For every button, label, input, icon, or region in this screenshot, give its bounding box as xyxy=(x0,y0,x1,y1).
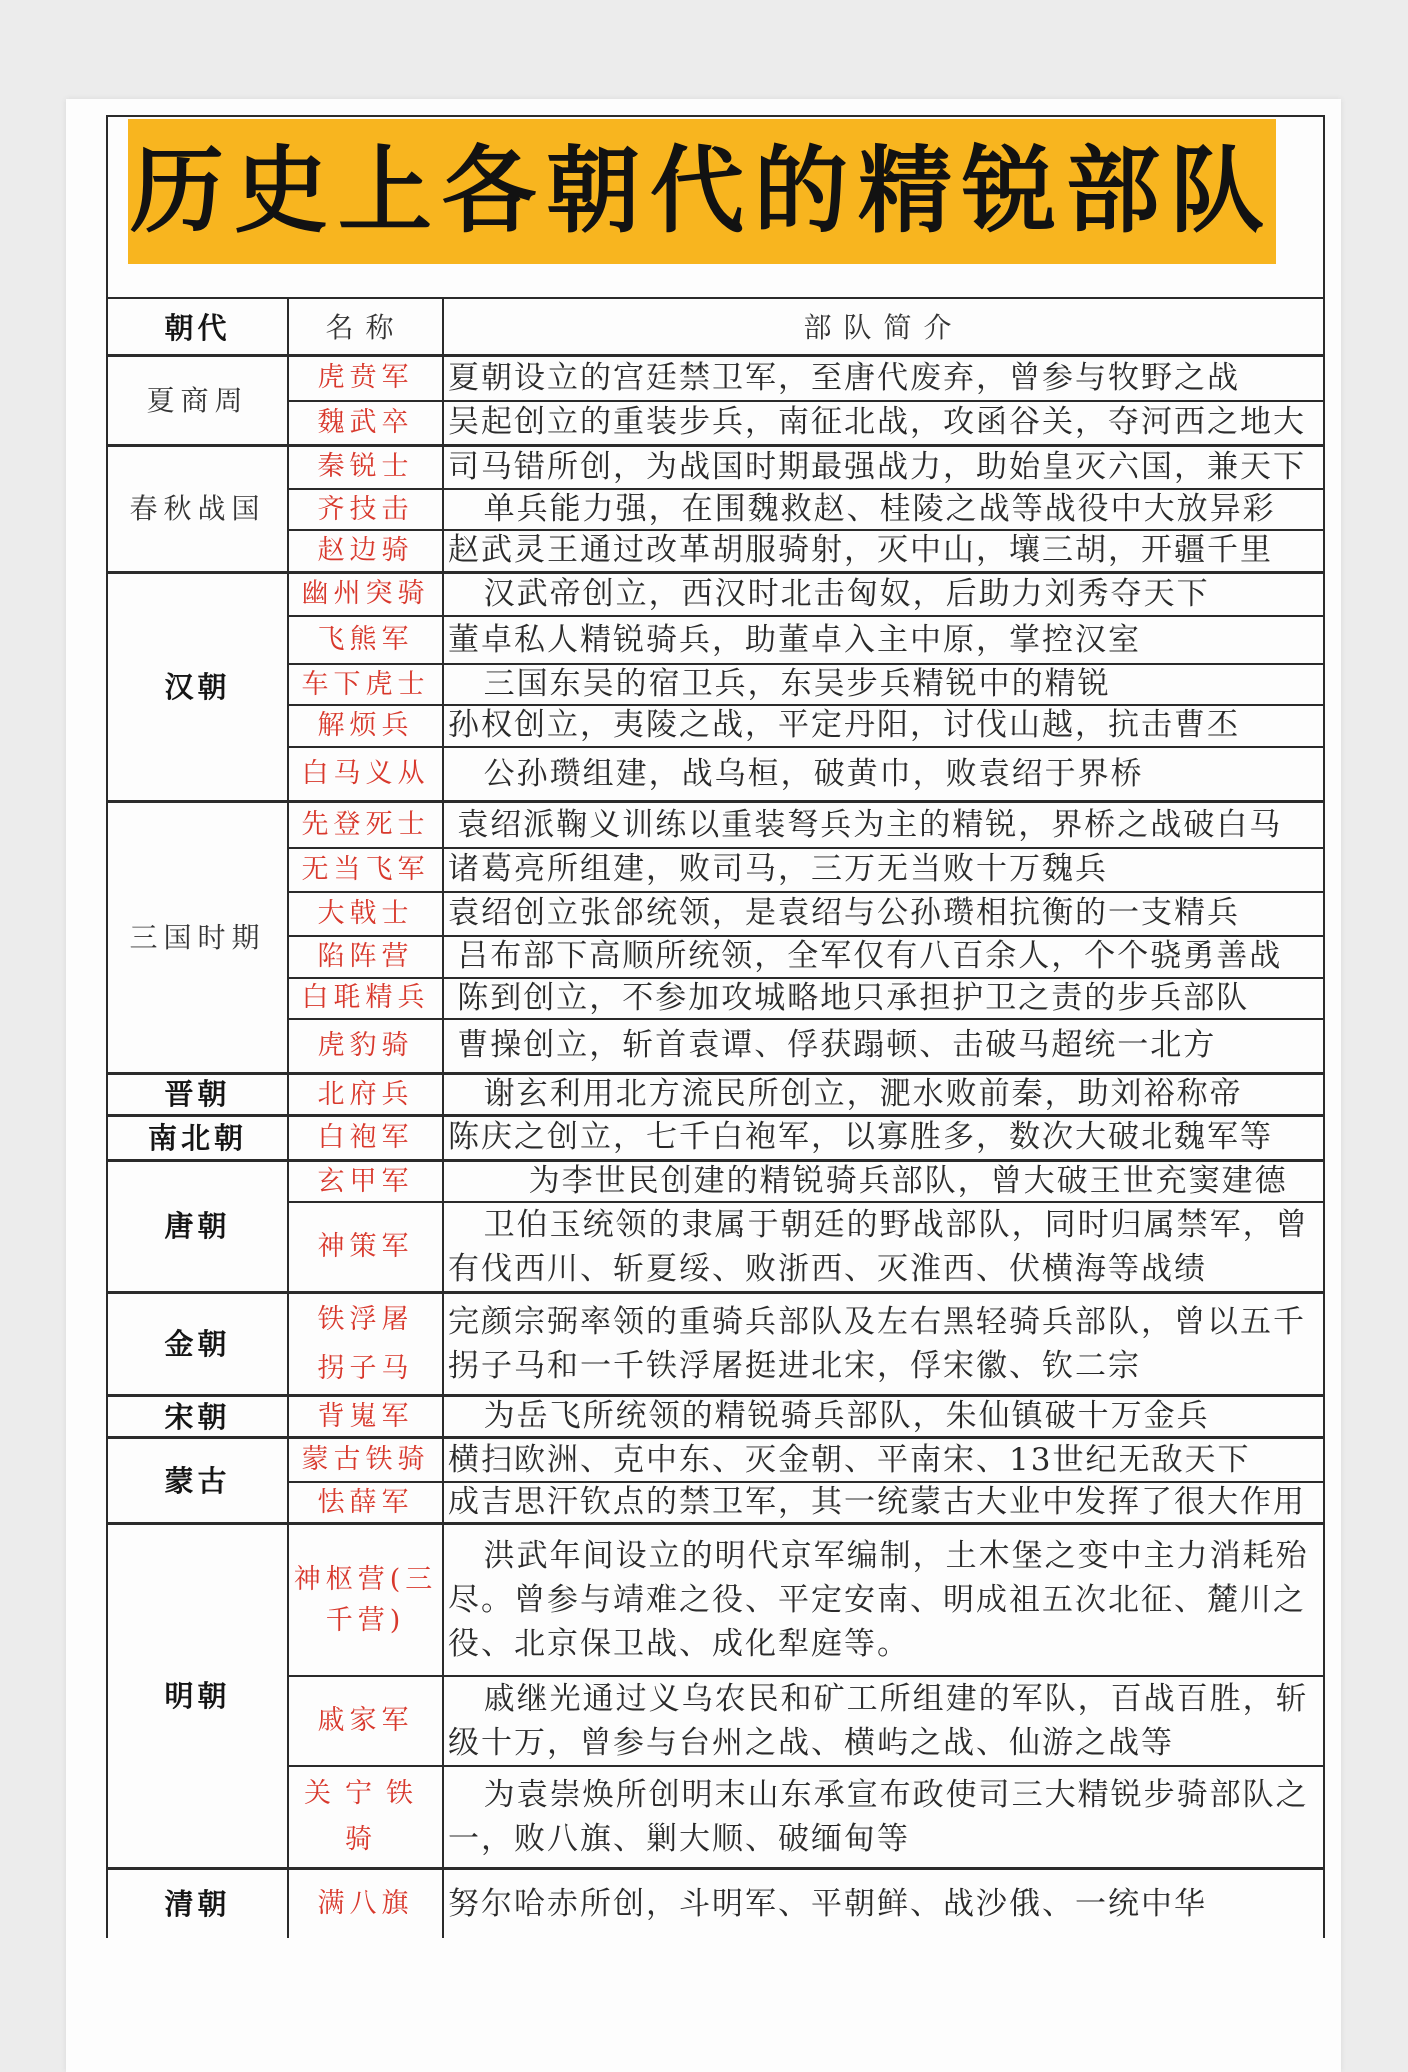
document-card xyxy=(66,99,1341,2072)
table-row xyxy=(107,401,1324,445)
unit-name: 大戟士 xyxy=(288,892,443,936)
unit-intro: 谢玄利用北方流民所创立，淝水败前秦，助刘裕称帝 xyxy=(443,1074,1324,1116)
dynasty-cell: 蒙古 xyxy=(107,1438,288,1524)
unit-name: 玄甲军 xyxy=(288,1160,443,1202)
unit-name: 戚家军 xyxy=(288,1676,443,1766)
title-area xyxy=(106,115,1325,297)
unit-name: 白毦精兵 xyxy=(288,978,443,1019)
table-row xyxy=(107,1396,1324,1438)
unit-intro: 努尔哈赤所创，斗明军、平朝鲜、战沙俄、一统中华 xyxy=(443,1869,1324,1938)
table-header-row xyxy=(107,298,1324,355)
dynasty-cell: 夏商周 xyxy=(107,355,288,445)
header-intro: 部队简介 xyxy=(443,298,1324,355)
table-row xyxy=(107,664,1324,705)
table-row xyxy=(107,1676,1324,1766)
unit-intro: 卫伯玉统领的隶属于朝廷的野战部队，同时归属禁军，曾有伐西川、斩夏绥、败浙西、灭淮西、伏横海等战绩 xyxy=(443,1202,1324,1293)
unit-name: 先登死士 xyxy=(288,802,443,848)
unit-intro: 完颜宗弼率领的重骑兵部队及左右黑轻骑兵部队，曾以五千拐子马和一千铁浮屠挺进北宋，俘宋徽、钦二宗 xyxy=(443,1293,1324,1396)
unit-name: 秦锐士 xyxy=(288,445,443,489)
dynasty-cell: 唐朝 xyxy=(107,1160,288,1293)
dynasty-cell: 春秋战国 xyxy=(107,445,288,572)
dynasty-cell: 南北朝 xyxy=(107,1115,288,1160)
unit-name: 满八旗 xyxy=(288,1869,443,1938)
unit-name: 齐技击 xyxy=(288,489,443,530)
table-row xyxy=(107,1293,1324,1396)
unit-intro: 单兵能力强，在围魏救赵、桂陵之战等战役中大放异彩 xyxy=(443,489,1324,530)
table-row xyxy=(107,530,1324,572)
table-row xyxy=(107,892,1324,936)
unit-intro: 诸葛亮所组建，败司马，三万无当败十万魏兵 xyxy=(443,848,1324,892)
unit-intro: 三国东吴的宿卫兵，东吴步兵精锐中的精锐 xyxy=(443,664,1324,705)
table-row xyxy=(107,572,1324,616)
table-row xyxy=(107,1074,1324,1116)
elite-troops-table xyxy=(106,297,1325,1938)
unit-name: 神策军 xyxy=(288,1202,443,1293)
table-row xyxy=(107,1869,1324,1938)
unit-intro: 为袁崇焕所创明末山东承宣布政使司三大精锐步骑部队之一，败八旗、剿大顺、破缅甸等 xyxy=(443,1766,1324,1869)
title-banner xyxy=(128,119,1276,264)
dynasty-cell: 明朝 xyxy=(107,1524,288,1869)
page-title: 历史上各朝代的精锐部队 xyxy=(129,136,1274,246)
unit-name: 无当飞军 xyxy=(288,848,443,892)
unit-intro: 为李世民创建的精锐骑兵部队，曾大破王世充窦建德 xyxy=(443,1160,1324,1202)
unit-intro: 陈到创立，不参加攻城略地只承担护卫之责的步兵部队 xyxy=(443,978,1324,1019)
table-row xyxy=(107,1019,1324,1074)
table-row xyxy=(107,1438,1324,1482)
table-row xyxy=(107,1115,1324,1160)
unit-name: 幽州突骑 xyxy=(288,572,443,616)
table-row xyxy=(107,848,1324,892)
unit-intro: 汉武帝创立，西汉时北击匈奴，后助力刘秀夺天下 xyxy=(443,572,1324,616)
unit-name: 赵边骑 xyxy=(288,530,443,572)
table-row xyxy=(107,747,1324,802)
unit-name: 飞熊军 xyxy=(288,616,443,664)
table-row xyxy=(107,1160,1324,1202)
table-row xyxy=(107,355,1324,401)
unit-name: 神枢营(三千营) xyxy=(288,1524,443,1676)
unit-name: 白马义从 xyxy=(288,747,443,802)
dynasty-cell: 三国时期 xyxy=(107,802,288,1074)
unit-intro: 戚继光通过义乌农民和矿工所组建的军队，百战百胜，斩级十万，曾参与台州之战、横屿之战、仙游之战等 xyxy=(443,1676,1324,1766)
unit-intro: 为岳飞所统领的精锐骑兵部队，朱仙镇破十万金兵 xyxy=(443,1396,1324,1438)
unit-intro: 公孙瓒组建，战乌桓，破黄巾，败袁绍于界桥 xyxy=(443,747,1324,802)
unit-intro: 董卓私人精锐骑兵，助董卓入主中原，掌控汉室 xyxy=(443,616,1324,664)
unit-name: 虎贲军 xyxy=(288,355,443,401)
unit-intro: 洪武年间设立的明代京军编制，土木堡之变中主力消耗殆尽。曾参与靖难之役、平定安南、明成祖五次北征、麓川之役、北京保卫战、成化犁庭等。 xyxy=(443,1524,1324,1676)
unit-name: 陷阵营 xyxy=(288,936,443,978)
unit-intro: 陈庆之创立，七千白袍军，以寡胜多，数次大破北魏军等 xyxy=(443,1115,1324,1160)
unit-intro: 曹操创立，斩首袁谭、俘获蹋顿、击破马超统一北方 xyxy=(443,1019,1324,1074)
unit-intro: 赵武灵王通过改革胡服骑射，灭中山，壤三胡，开疆千里 xyxy=(443,530,1324,572)
unit-name: 铁浮屠 xyxy=(317,1304,414,1336)
table-row xyxy=(107,705,1324,747)
dynasty-cell: 宋朝 xyxy=(107,1396,288,1438)
table-row xyxy=(107,1202,1324,1293)
dynasty-cell: 金朝 xyxy=(107,1293,288,1396)
unit-name: 拐子马 xyxy=(317,1353,414,1385)
table-row xyxy=(107,1766,1324,1869)
unit-name: 车下虎士 xyxy=(288,664,443,705)
unit-name: 怯薛军 xyxy=(288,1482,443,1524)
unit-name: 解烦兵 xyxy=(288,705,443,747)
unit-intro: 司马错所创，为战国时期最强战力，助始皇灭六国，兼天下 xyxy=(443,445,1324,489)
dynasty-cell: 清朝 xyxy=(107,1869,288,1938)
unit-name: 虎豹骑 xyxy=(288,1019,443,1074)
unit-intro: 吕布部下高顺所统领，全军仅有八百余人，个个骁勇善战 xyxy=(443,936,1324,978)
unit-intro: 吴起创立的重装步兵，南征北战，攻函谷关，夺河西之地大 xyxy=(443,401,1324,445)
table-row xyxy=(107,616,1324,664)
table-row xyxy=(107,1524,1324,1676)
table-row xyxy=(107,489,1324,530)
table-row xyxy=(107,802,1324,848)
unit-intro: 袁绍派鞠义训练以重装弩兵为主的精锐，界桥之战破白马 xyxy=(443,802,1324,848)
table-row xyxy=(107,445,1324,489)
unit-name: 北府兵 xyxy=(288,1074,443,1116)
header-name: 名称 xyxy=(288,298,443,355)
unit-intro: 袁绍创立张郃统领，是袁绍与公孙瓒相抗衡的一支精兵 xyxy=(443,892,1324,936)
unit-intro: 成吉思汗钦点的禁卫军，其一统蒙古大业中发挥了很大作用 xyxy=(443,1482,1324,1524)
unit-name: 背嵬军 xyxy=(288,1396,443,1438)
dynasty-cell: 晋朝 xyxy=(107,1074,288,1116)
unit-name: 关宁铁骑 xyxy=(288,1766,443,1869)
unit-name-cell xyxy=(288,1293,443,1396)
dynasty-cell: 汉朝 xyxy=(107,572,288,802)
table-row xyxy=(107,936,1324,978)
unit-intro: 夏朝设立的宫廷禁卫军，至唐代废弃，曾参与牧野之战 xyxy=(443,355,1324,401)
unit-name: 魏武卒 xyxy=(288,401,443,445)
table-row xyxy=(107,978,1324,1019)
unit-intro: 孙权创立，夷陵之战，平定丹阳，讨伐山越，抗击曹丕 xyxy=(443,705,1324,747)
unit-name: 蒙古铁骑 xyxy=(288,1438,443,1482)
table-row xyxy=(107,1482,1324,1524)
unit-name: 白袍军 xyxy=(288,1115,443,1160)
header-dynasty: 朝代 xyxy=(107,298,288,355)
unit-intro: 横扫欧洲、克中东、灭金朝、平南宋、13世纪无敌天下 xyxy=(443,1438,1324,1482)
